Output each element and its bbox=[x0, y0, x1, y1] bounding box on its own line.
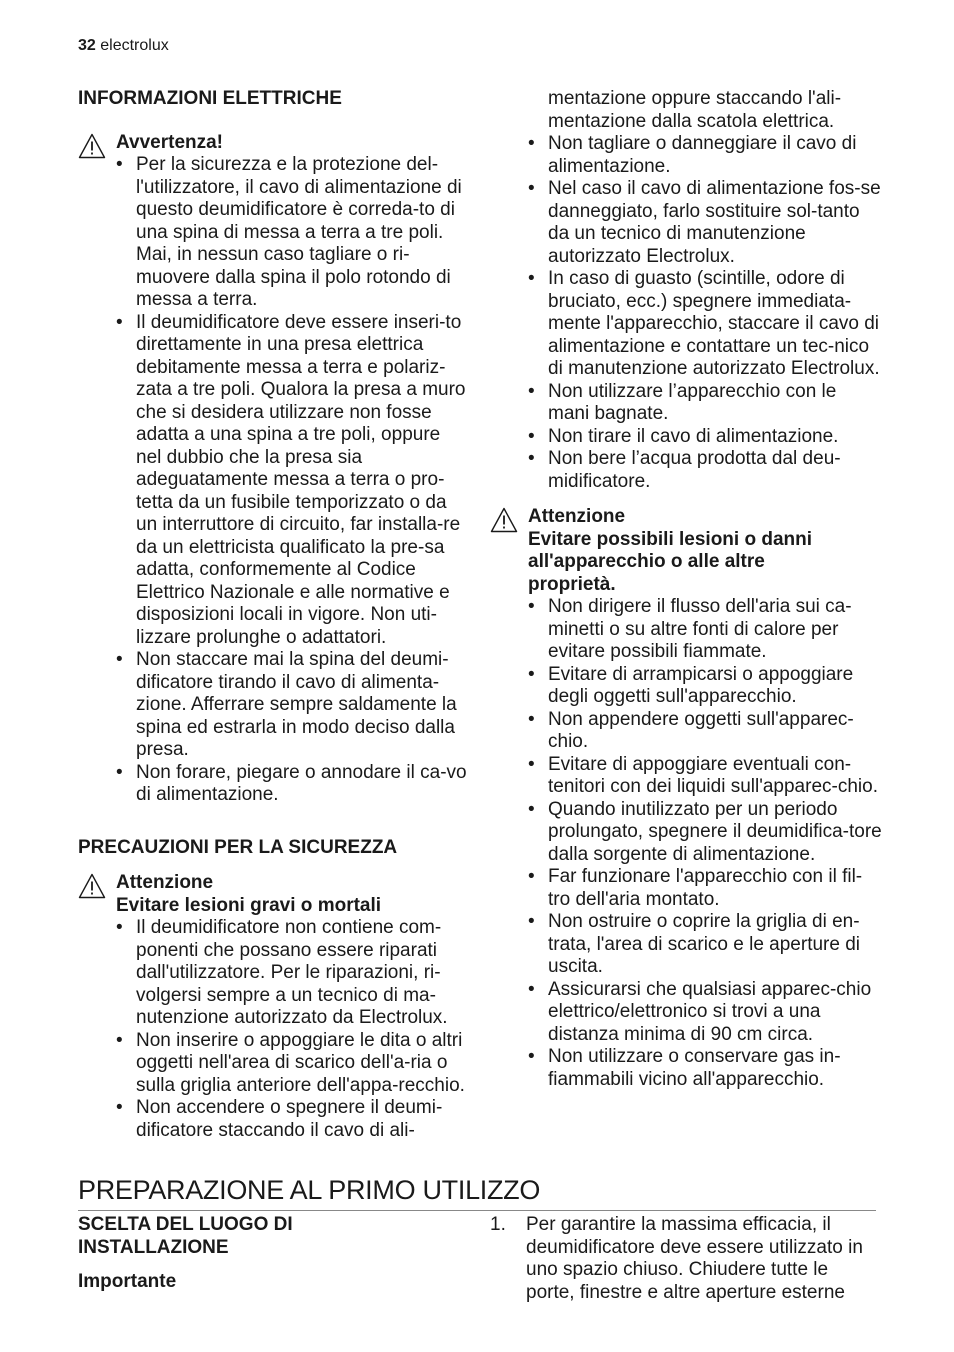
installation-steps bbox=[490, 1214, 880, 1304]
list-item: • Per la sicurezza e la protezione del-l'utilizzatore, il cavo di alimentazione di questo deumidificatore è correda-to di una spina di messa a terra a tre poli. Mai, in nessun caso tagliare o ri-muovere dalla spina il polo rotondo di messa a terra. bbox=[116, 154, 468, 312]
list-item: • Non tirare il cavo di alimentazione. bbox=[528, 426, 882, 449]
list-item: • Non accendere o spegnere il deumi-dificatore staccando il cavo di ali- bbox=[116, 1097, 468, 1142]
attention-subtitle: Evitare possibili lesioni o danni all'apparecchio o alle altre proprietà. bbox=[528, 528, 813, 595]
warning-icon bbox=[78, 873, 106, 899]
list-item: • Non forare, piegare o annodare il ca-vo di alimentazione. bbox=[116, 762, 468, 807]
section-title: PREPARAZIONE AL PRIMO UTILIZZO bbox=[78, 1174, 876, 1211]
attention-list bbox=[528, 596, 882, 1091]
attention-subtitle: Evitare lesioni gravi o mortali bbox=[116, 894, 382, 916]
list-item: • Non utilizzare l’apparecchio con le mani bagnate. bbox=[528, 381, 882, 426]
brand-name: electrolux bbox=[100, 37, 169, 54]
attention-note bbox=[78, 872, 468, 1142]
list-item: • Il deumidificatore deve essere inseri-to direttamente in una presa elettrica debitamente messa a terra e polariz-zata a tre poli. Qualora la presa a muro che si desidera utilizzare non fosse adatta a una spina a tre poli, oppure nel dubbio che la presa sia adeguatamente messa a terra o pro-tetta da un fusibile temporizzato o da un interruttore di circuito, far installa-re da un elettricista qualificato la pre-sa adatta, conformemente al Codice Elettrico Nazionale e alle normative e disposizioni locali in vigore. Non uti-lizzare prolunghe o adattatori. bbox=[116, 312, 468, 650]
step-text: Per garantire la massima efficacia, il deumidificatore deve essere utilizzato in uno spazio chiuso. Chiudere tutte le porte, finestre e altre aperture esterne bbox=[526, 1214, 863, 1303]
electrical-info-heading: INFORMAZIONI ELETTRICHE bbox=[78, 88, 342, 109]
list-item: • Non dirigere il flusso dell'aria sui ca-minetti o su altre fonti di calore per evitare possibili fiammate. bbox=[528, 596, 882, 664]
list-item: • In caso di guasto (scintille, odore di bruciato, ecc.) spegnere immediata-mente l'apparecchio, staccare il cavo di alimentazione e contattare un tec-nico di manutenzione autorizzato Electrolux. bbox=[528, 268, 882, 381]
list-item: • Non inserire o appoggiare le dita o altri oggetti nell'area di scarico dell'a-ria o sulla griglia anteriore dell'appa-recchio. bbox=[116, 1030, 468, 1098]
warning-list bbox=[116, 154, 468, 807]
warning-icon bbox=[490, 507, 518, 533]
list-item: • Nel caso il cavo di alimentazione fos-se danneggiato, farlo sostituire sol-tanto da un tecnico di manutenzione autorizzato Electrolux. bbox=[528, 178, 882, 268]
list-item: • Non bere l’acqua prodotta dal deu-midificatore. bbox=[528, 448, 882, 493]
list-item: • Il deumidificatore non contiene com-ponenti che possano essere riparati dall'utilizzatore. Per le riparazioni, ri-volgersi sempre a un tecnico di ma-nutenzione autorizzato da Electrolux. bbox=[116, 917, 468, 1030]
list-item: • Assicurarsi che qualsiasi apparec-chio elettrico/elettronico si trovi a una distanza minima di 90 cm circa. bbox=[528, 979, 882, 1047]
attention-note-right bbox=[490, 506, 882, 1091]
list-item: • Non staccare mai la spina del deumi-dificatore tirando il cavo di alimenta-zione. Afferrare sempre saldamente la spina ed estrarla in modo deciso dalla presa. bbox=[116, 649, 468, 762]
installation-block bbox=[78, 1214, 458, 1294]
safety-list-continued bbox=[490, 133, 882, 493]
important-label: Importante bbox=[78, 1271, 177, 1292]
attention-title: Attenzione bbox=[528, 506, 626, 527]
list-item: • Non appendere oggetti sull'apparec-chio. bbox=[528, 709, 882, 754]
page-number: 32 bbox=[78, 37, 96, 54]
continued-text: mentazione oppure staccando l'ali-mentazione dalla scatola elettrica. bbox=[548, 88, 842, 132]
safety-precautions-heading: PRECAUZIONI PER LA SICUREZZA bbox=[78, 836, 398, 858]
list-item: • Evitare di arrampicarsi o appoggiare degli oggetti sull'apparecchio. bbox=[528, 664, 882, 709]
list-item: • Non tagliare o danneggiare il cavo di alimentazione. bbox=[528, 133, 882, 178]
page-header bbox=[78, 37, 169, 55]
left-column bbox=[78, 88, 468, 1142]
warning-title: Avvertenza! bbox=[116, 131, 224, 153]
attention-list bbox=[116, 917, 468, 1142]
list-item: • Quando inutilizzato per un periodo prolungato, spegnere il deumidifica-tore dalla sorgente di alimentazione. bbox=[528, 799, 882, 867]
warning-icon bbox=[78, 133, 106, 159]
list-item: • Evitare di appoggiare eventuali con-tenitori con dei liquidi sull'apparec-chio. bbox=[528, 754, 882, 799]
installation-location-heading: SCELTA DEL LUOGO DI INSTALLAZIONE bbox=[78, 1214, 293, 1258]
list-item: • Non utilizzare o conservare gas in-fiammabili vicino all'apparecchio. bbox=[528, 1046, 882, 1091]
list-item: • Non ostruire o coprire la griglia di en-trata, l'area di scarico e le aperture di uscita. bbox=[528, 911, 882, 979]
list-item bbox=[490, 1214, 880, 1304]
list-item: • Far funzionare l'apparecchio con il fil-tro dell'aria montato. bbox=[528, 866, 882, 911]
attention-title: Attenzione bbox=[116, 872, 214, 893]
step-number: 1. bbox=[490, 1214, 506, 1235]
warning-note bbox=[78, 132, 468, 807]
right-column bbox=[490, 88, 882, 1091]
